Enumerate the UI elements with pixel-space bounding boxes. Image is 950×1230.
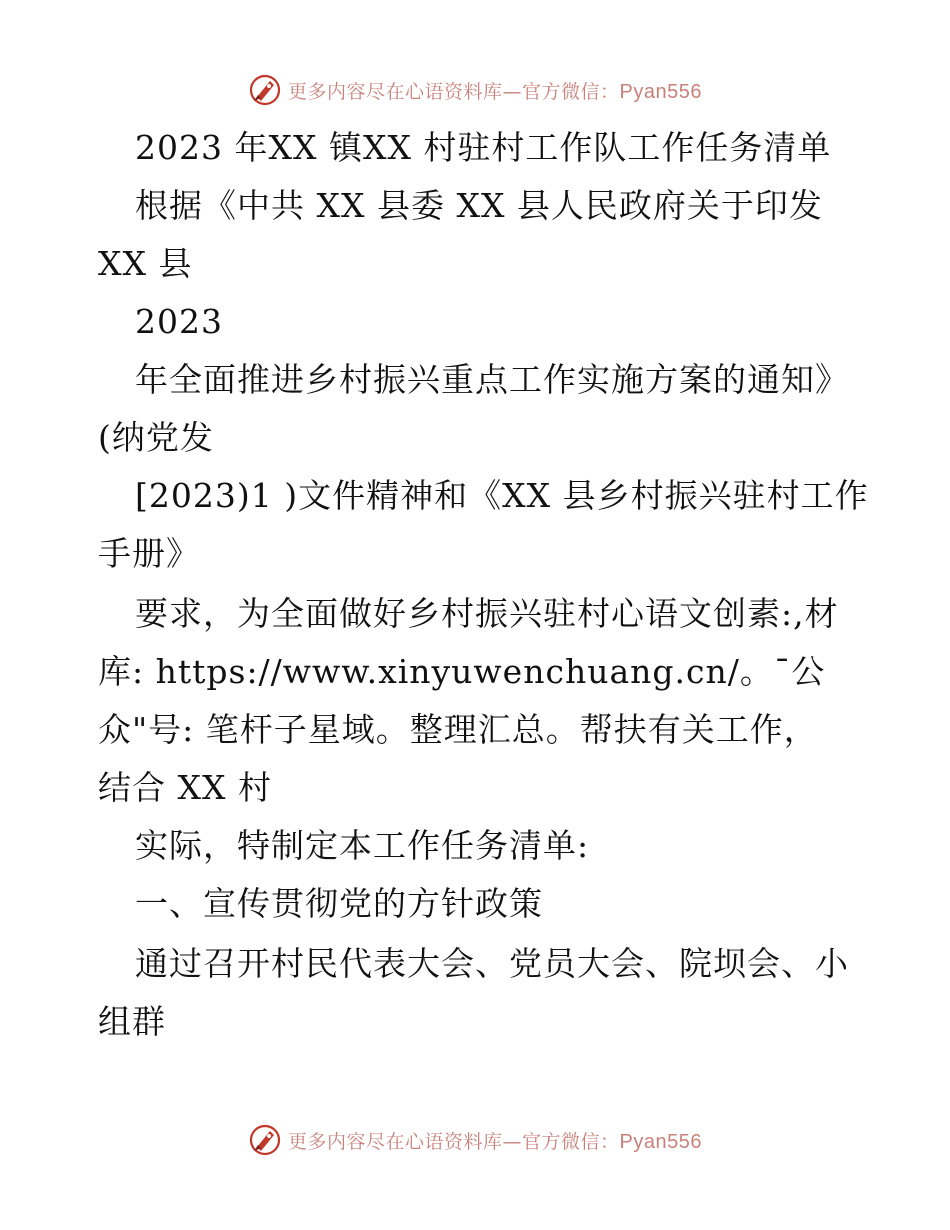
footer-watermark [0, 1122, 950, 1158]
paragraph-line: 结合 XX 村 [98, 768, 272, 807]
paragraph-line: 实际，特制定本工作任务清单: [135, 826, 590, 865]
paragraph-line: 通过召开村民代表大会、党员大会、院坝会、小 [135, 944, 849, 983]
paragraph-line: 手册》 [98, 534, 200, 573]
paragraph-line: 2023 [135, 302, 223, 341]
paragraph-line: 库: https://www.xinyuwenchuang.cn/。¯公 [98, 652, 826, 691]
watermark-text: 更多内容尽在心语资料库—官方微信：Pyan556 [288, 1130, 702, 1153]
pen-logo-icon [248, 1123, 282, 1157]
paragraph-line: (纳党发 [98, 418, 214, 457]
paragraph-line: 组群 [98, 1002, 166, 1041]
paragraph-line: 年全面推进乡村振兴重点工作实施方案的通知》 [135, 360, 849, 399]
paragraph-line: 众"号: 笔杆子星域。整理汇总。帮扶有关工作， [98, 710, 818, 749]
paragraph-line: 要求，为全面做好乡村振兴驻村心语文创素:,材 [135, 594, 839, 633]
paragraph-line: [2023)1 )文件精神和《XX 县乡村振兴驻村工作 [135, 476, 869, 515]
paragraph-line: 根据《中共 XX 县委 XX 县人民政府关于印发 [135, 186, 823, 225]
paragraph-line: XX 县 [98, 244, 193, 283]
watermark-text: 更多内容尽在心语资料库—官方微信：Pyan556 [288, 80, 702, 103]
document-title: 2023 年XX 镇XX 村驻村工作队工作任务清单 [135, 128, 832, 167]
section-heading: 一、宣传贯彻党的方针政策 [135, 884, 543, 923]
